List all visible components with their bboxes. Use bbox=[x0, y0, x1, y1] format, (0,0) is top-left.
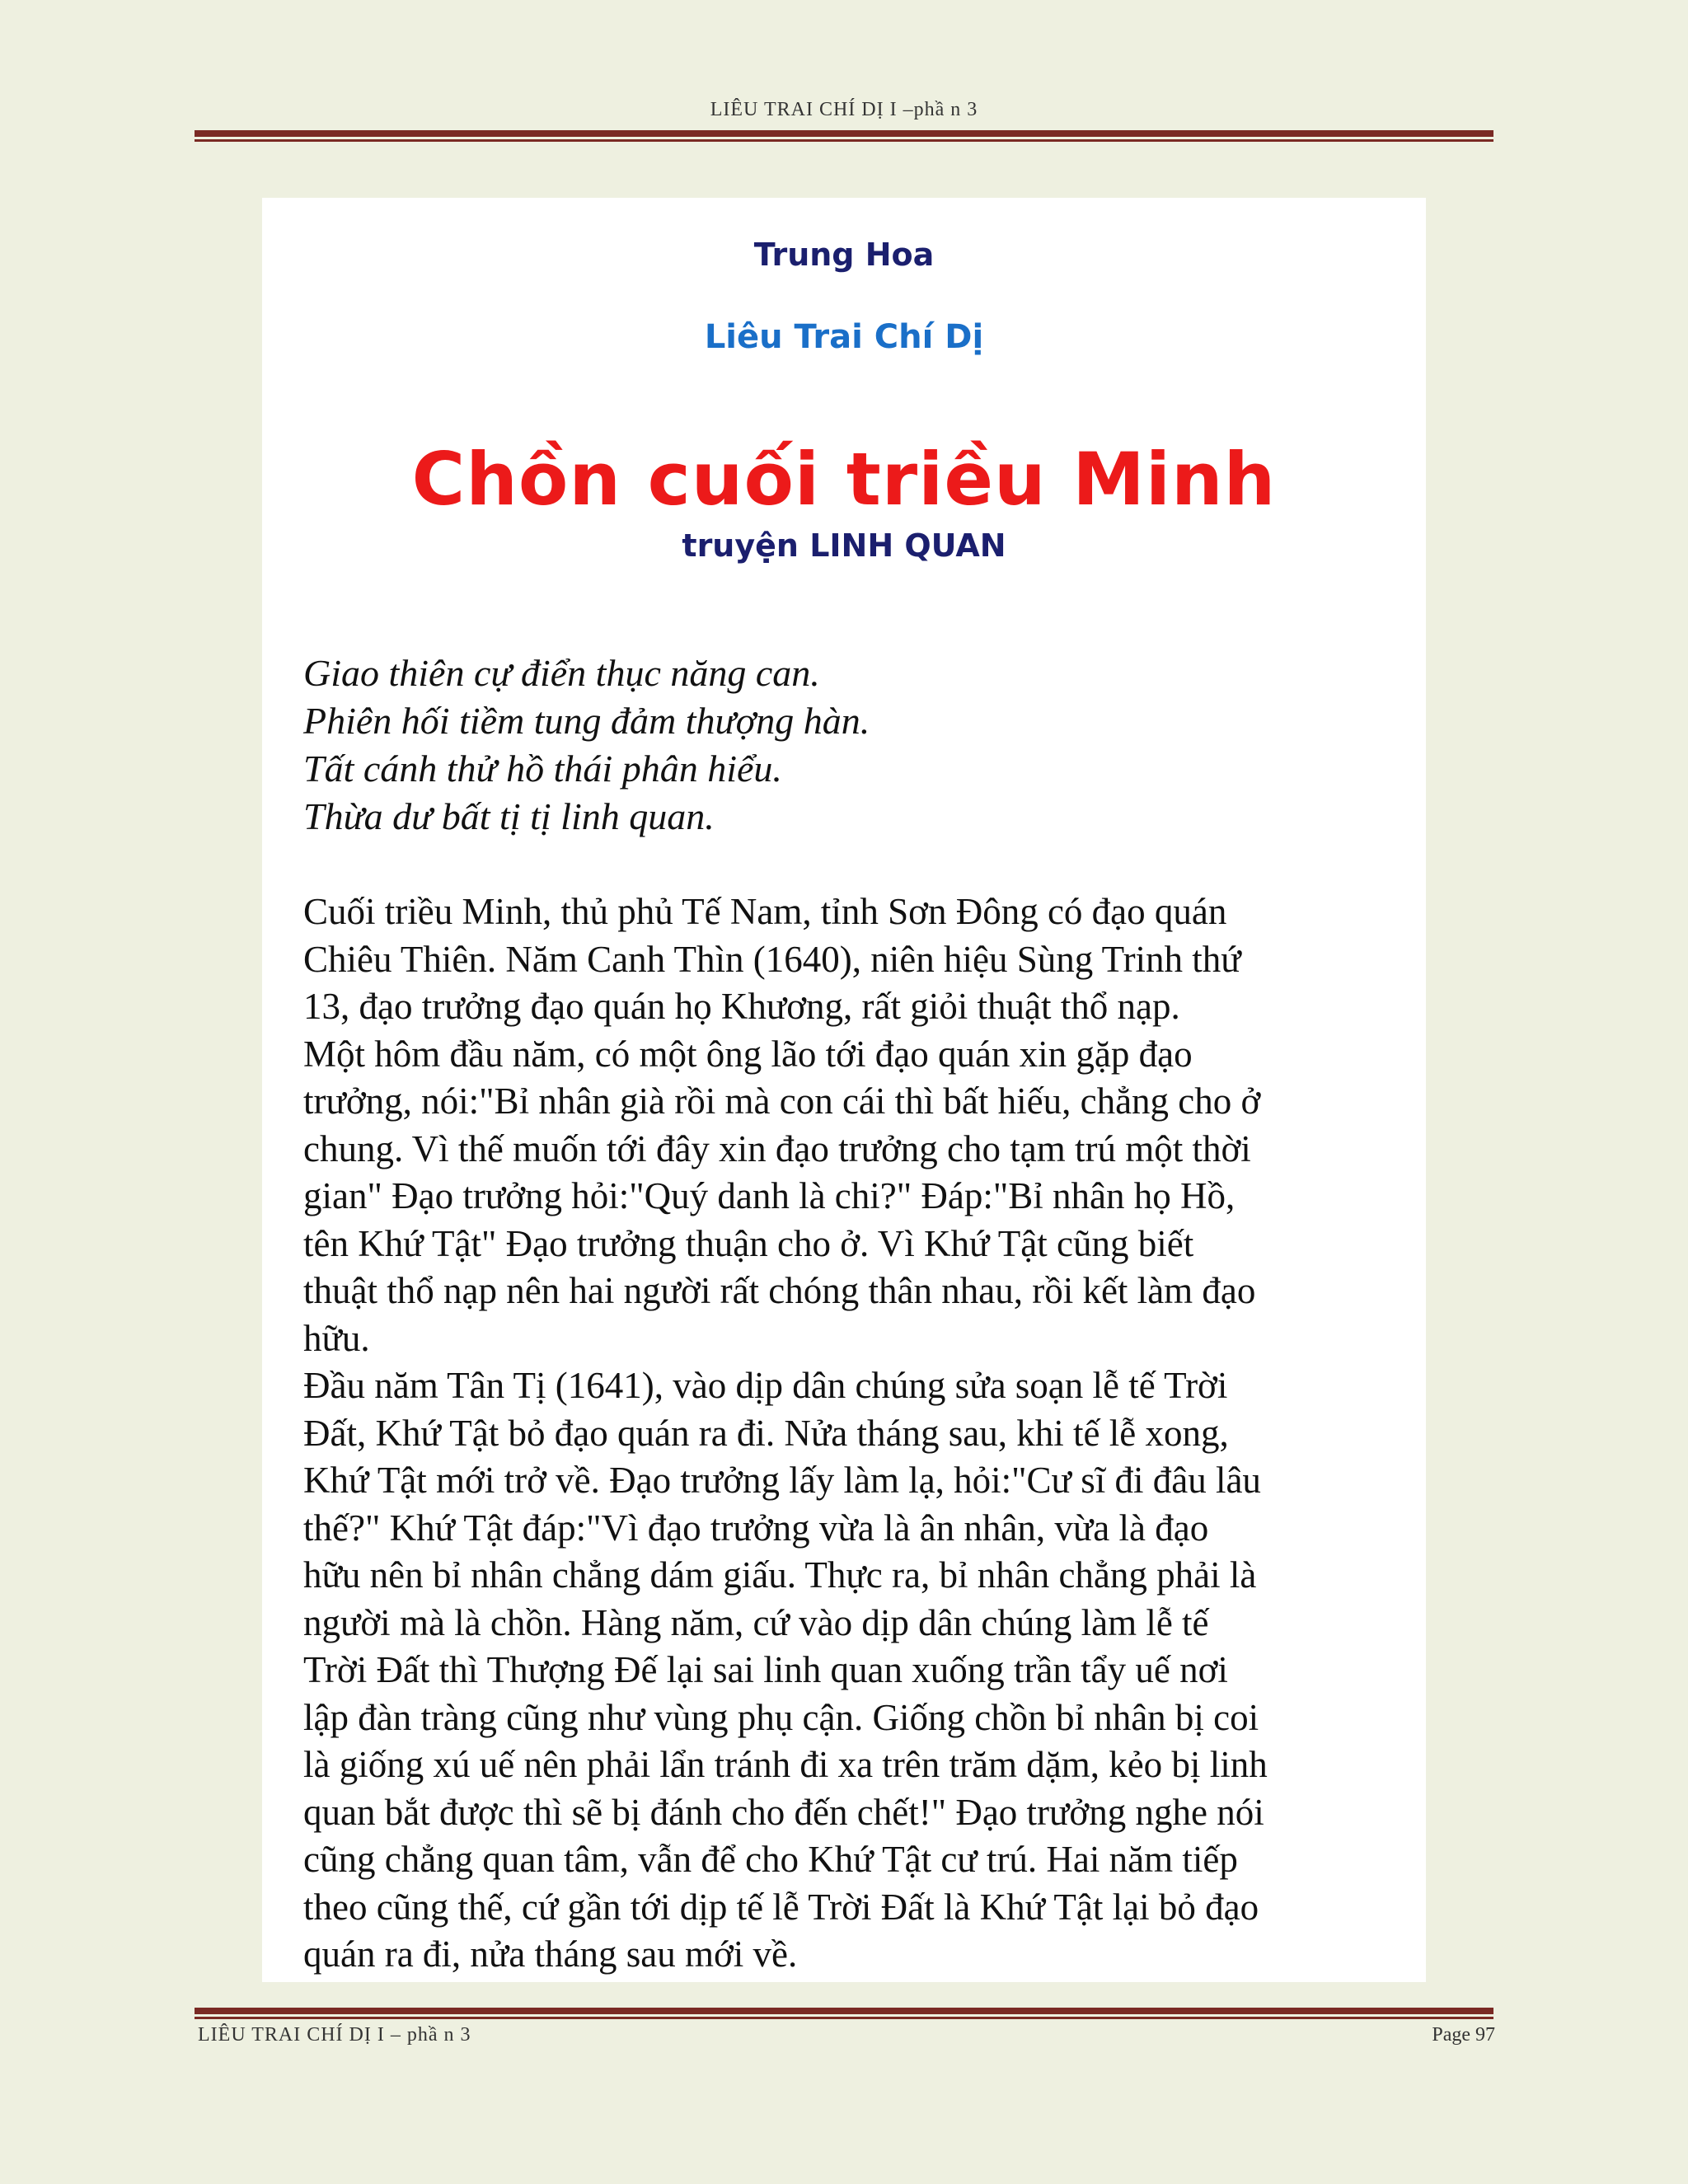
body-line: chung. Vì thế muốn tới đây xin đạo trưởng cho tạm trú một thời bbox=[303, 1127, 1251, 1169]
body-line: Trời Đất thì Thượng Đế lại sai linh quan xuống trần tẩy uế nơi bbox=[303, 1649, 1228, 1690]
body-line: hữu. bbox=[303, 1317, 370, 1359]
body-line: thuật thổ nạp nên hai người rất chóng thân nhau, rồi kết làm đạo bbox=[303, 1270, 1256, 1311]
body-line: gian" Đạo trưởng hỏi:"Quý danh là chi?" Đáp:"Bỉ nhân họ Hồ, bbox=[303, 1175, 1236, 1216]
body-line: người mà là chồn. Hàng năm, cứ vào dịp dân chúng làm lễ tế bbox=[303, 1601, 1209, 1643]
body-line: Một hôm đầu năm, có một ông lão tới đạo quán xin gặp đạo bbox=[303, 1033, 1193, 1075]
body-line: hữu nên bỉ nhân chẳng dám giấu. Thực ra, bỉ nhân chẳng phải là bbox=[303, 1554, 1257, 1596]
body-line: cũng chẳng quan tâm, vẫn để cho Khứ Tật cư trú. Hai năm tiếp bbox=[303, 1839, 1238, 1880]
body-line: Cuối triều Minh, thủ phủ Tế Nam, tỉnh Sơn Đông có đạo quán bbox=[303, 891, 1227, 932]
body-line: quan bắt được thì sẽ bị đánh cho đến chết!" Đạo trưởng nghe nói bbox=[303, 1791, 1264, 1833]
book-heading: Liêu Trai Chí Dị bbox=[704, 318, 984, 356]
body-line: thế?" Khứ Tật đáp:"Vì đạo trưởng vừa là ân nhân, vừa là đạo bbox=[303, 1507, 1209, 1549]
body-line: quán ra đi, nửa tháng sau mới về. bbox=[303, 1933, 798, 1975]
body-line: Đầu năm Tân Tị (1641), vào dịp dân chúng sửa soạn lễ tế Trời bbox=[303, 1365, 1228, 1406]
body-line: Khứ Tật mới trở về. Đạo trưởng lấy làm lạ, hỏi:"Cư sĩ đi đâu lâu bbox=[303, 1460, 1261, 1501]
body-line: lập đàn tràng cũng như vùng phụ cận. Giống chồn bỉ nhân bị coi bbox=[303, 1696, 1259, 1738]
region-heading: Trung Hoa bbox=[753, 237, 935, 273]
header-rule bbox=[195, 130, 1493, 142]
footer-rule bbox=[195, 2008, 1493, 2019]
body-line: là giống xú uế nên phải lẩn tránh đi xa trên trăm dặm, kẻo bị linh bbox=[303, 1744, 1268, 1785]
page-number: Page 97 bbox=[1432, 2024, 1495, 2046]
poem-line: Giao thiên cự điển thục năng can. bbox=[303, 652, 820, 694]
body-line: 13, đạo trưởng đạo quán họ Khương, rất giỏi thuật thổ nạp. bbox=[303, 986, 1180, 1027]
poem-line: Thừa dư bất tị tị linh quan. bbox=[303, 795, 715, 837]
poem bbox=[303, 649, 870, 841]
story-title: Chồn cuối triều Minh bbox=[411, 437, 1277, 522]
story-subtitle: truyện LINH QUAN bbox=[682, 527, 1006, 564]
body-line: tên Khứ Tật" Đạo trưởng thuận cho ở. Vì Khứ Tật cũng biết bbox=[303, 1222, 1194, 1264]
footer-title: LIÊU TRAI CHÍ DỊ I – phầ n 3 bbox=[198, 2024, 471, 2046]
body-line: Chiêu Thiên. Năm Canh Thìn (1640), niên hiệu Sùng Trinh thứ bbox=[303, 938, 1241, 980]
story-body bbox=[303, 888, 1408, 1979]
poem-line: Phiên hối tiềm tung đảm thượng hàn. bbox=[303, 700, 870, 742]
body-line: Đất, Khứ Tật bỏ đạo quán ra đi. Nửa tháng sau, khi tế lễ xong, bbox=[303, 1412, 1229, 1454]
page-header: LIÊU TRAI CHÍ DỊ I –phầ n 3 bbox=[710, 99, 978, 120]
body-line: theo cũng thế, cứ gần tới dịp tế lễ Trời Đất là Khứ Tật lại bỏ đạo bbox=[303, 1886, 1259, 1928]
poem-line: Tất cánh thử hồ thái phân hiểu. bbox=[303, 748, 782, 790]
body-line: trưởng, nói:"Bỉ nhân già rồi mà con cái thì bất hiếu, chẳng cho ở bbox=[303, 1080, 1261, 1122]
content-panel bbox=[262, 198, 1426, 1982]
